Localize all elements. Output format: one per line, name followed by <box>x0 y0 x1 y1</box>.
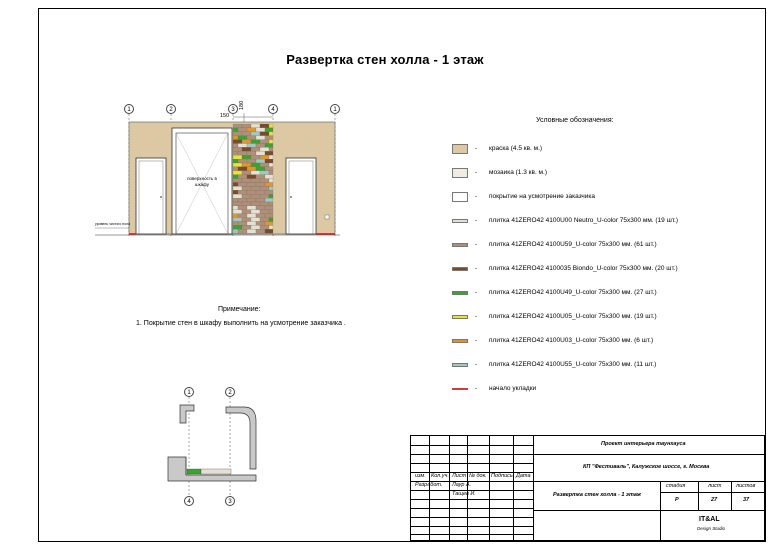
mosaic-tile <box>265 190 273 194</box>
mosaic-tile <box>256 167 265 171</box>
legend-swatch <box>452 168 468 178</box>
axis-marker: 1 <box>184 387 194 397</box>
legend-swatch <box>452 267 468 271</box>
mosaic-tile <box>265 144 273 148</box>
plan-graphics <box>160 395 270 500</box>
legend-dash: - <box>475 193 478 200</box>
mosaic-tile <box>233 159 238 163</box>
mosaic-tile <box>256 206 265 210</box>
col-izm: изм. <box>415 473 426 479</box>
mosaic-tile <box>242 210 251 214</box>
mosaic-tile <box>269 210 273 214</box>
mosaic-tile <box>233 140 242 144</box>
mosaic-tile <box>269 218 273 222</box>
legend-dash: - <box>475 217 478 224</box>
legend-dash: - <box>475 385 478 392</box>
mosaic-tile <box>233 194 242 198</box>
mosaic-tile <box>260 218 269 222</box>
mosaic-tile <box>233 147 242 151</box>
mosaic-tile <box>265 167 273 171</box>
mosaic-tile <box>247 159 256 163</box>
mosaic-tile <box>260 202 269 206</box>
mosaic-tile <box>242 225 251 229</box>
mosaic-tile <box>233 214 238 218</box>
legend-label: начало укладки <box>489 385 537 392</box>
mosaic-tile <box>233 128 238 132</box>
mosaic-tile <box>233 190 238 194</box>
mosaic-tile <box>238 159 247 163</box>
mosaic-tile <box>265 214 273 218</box>
mosaic-tile <box>247 175 256 179</box>
dimension-label: 180 <box>239 100 245 110</box>
axis-marker: 3 <box>228 104 238 114</box>
mosaic-tile <box>265 222 273 226</box>
mosaic-tile <box>260 186 269 190</box>
legend-dash: - <box>475 265 478 272</box>
mosaic-tile <box>238 175 247 179</box>
mosaic-tile <box>260 171 269 175</box>
mosaic-tile <box>242 147 251 151</box>
mosaic-tile <box>256 229 265 233</box>
legend-label: плитка 41ZERO42 4100U05_U-color 75х300 мм. (19 шт.) <box>489 313 657 320</box>
legend-dash: - <box>475 361 478 368</box>
mosaic-tile <box>251 186 260 190</box>
mosaic-tile <box>233 179 242 183</box>
stage-header: стадия <box>666 483 686 489</box>
legend-label: плитка 41ZERO42 4100U00 Neutro_U-color 75х300 мм. (19 шт.) <box>489 217 679 224</box>
mosaic-tile <box>269 124 273 128</box>
mosaic-tile <box>265 151 273 155</box>
mosaic-tile <box>269 163 273 167</box>
legend-dash: - <box>475 241 478 248</box>
mosaic-tile <box>269 225 273 229</box>
mosaic-tile <box>269 194 273 198</box>
legend-dash: - <box>475 289 478 296</box>
mosaic-tile <box>251 179 260 183</box>
mosaic-tile <box>242 179 251 183</box>
mosaic-tile <box>233 155 242 159</box>
mosaic-tile <box>265 183 273 187</box>
mosaic-tile <box>265 159 273 163</box>
mosaic-tile <box>269 186 273 190</box>
project-title: Проект интерьера таунхауса <box>601 441 686 447</box>
mosaic-tile <box>233 229 238 233</box>
legend-title: Условные обозначения: <box>536 117 614 124</box>
axis-marker: 4 <box>184 496 194 506</box>
mosaic-tile <box>265 128 273 132</box>
mosaic-tile <box>233 198 238 202</box>
axis-marker: 1 <box>124 104 134 114</box>
mosaic-tile <box>247 136 256 140</box>
mosaic-tile <box>251 171 260 175</box>
col-podp: Подпись <box>491 473 513 479</box>
sheets-total: 37 <box>743 497 750 503</box>
mosaic-tile <box>233 186 242 190</box>
mosaic-tile <box>242 171 251 175</box>
mosaic-tile <box>251 218 260 222</box>
dimension-label: 150 <box>220 113 230 119</box>
cabinet-label: поверхность в шкафу <box>187 176 217 187</box>
mosaic-tile <box>251 155 260 159</box>
mosaic-tile <box>247 144 256 148</box>
mosaic-tile <box>251 194 260 198</box>
axis-marker: 2 <box>166 104 176 114</box>
mosaic-tile <box>233 167 238 171</box>
col-data: Дата <box>516 473 531 479</box>
mosaic-tile <box>238 222 247 226</box>
mosaic-tile <box>238 183 247 187</box>
note-title: Примечание: <box>218 306 261 313</box>
mosaic-tile <box>238 229 247 233</box>
mosaic-tile <box>256 190 265 194</box>
legend-label: покрытие на усмотрение заказчика <box>489 193 596 200</box>
legend-swatch <box>452 384 468 390</box>
mosaic-tile <box>238 214 247 218</box>
col-ndok: № док. <box>469 473 487 479</box>
mosaic-tile <box>247 229 256 233</box>
mosaic-tile <box>256 198 265 202</box>
mosaic-tile <box>269 147 273 151</box>
project-address: КП "Фестиваль", Калужское шоссе, г. Москва <box>583 464 710 470</box>
col-list: Лист <box>452 473 467 479</box>
mosaic-tile <box>265 206 273 210</box>
legend-label: плитка 41ZERO42 4100U59_U-color 75х300 мм. (61 шт.) <box>489 241 657 248</box>
mosaic-tile <box>242 155 251 159</box>
legend-label: плитка 41ZERO42 4100035 Biondo_U-color 75х300 мм. (20 шт.) <box>489 265 678 272</box>
mosaic-tile <box>260 132 269 136</box>
legend-swatch <box>452 243 468 247</box>
mosaic-tile <box>233 202 242 206</box>
mosaic-tile <box>260 179 269 183</box>
mosaic-tile <box>260 194 269 198</box>
mosaic-tile <box>260 225 269 229</box>
floor-level-label: уровень чистого пола <box>95 222 131 226</box>
company-subtitle: Design Studio <box>697 526 726 531</box>
mosaic-tile <box>269 132 273 136</box>
mosaic-tile <box>233 183 238 187</box>
legend-label: плитка 41ZERO42 4100U49_U-color 75х300 мм. (27 шт.) <box>489 289 657 296</box>
mosaic-tile <box>242 124 251 128</box>
axis-marker: 4 <box>268 104 278 114</box>
mosaic-tile <box>233 175 238 179</box>
mosaic-tile <box>238 206 247 210</box>
mosaic-tile <box>233 151 238 155</box>
legend-swatch <box>452 192 468 202</box>
sheet-header: лист <box>708 483 722 489</box>
mosaic-tile <box>233 210 242 214</box>
mosaic-tile <box>233 225 242 229</box>
mosaic-tile <box>242 186 251 190</box>
mosaic-tile <box>238 151 247 155</box>
mosaic-tile <box>233 144 238 148</box>
mosaic-tile <box>256 144 265 148</box>
mosaic-tile <box>238 167 247 171</box>
mosaic-tile <box>242 194 251 198</box>
legend-swatch <box>452 291 468 295</box>
mosaic-tile <box>233 136 238 140</box>
mosaic-tile <box>247 206 256 210</box>
mosaic-tile <box>242 218 251 222</box>
developer-name: Лаур А. <box>452 482 472 488</box>
sheet-name: Развертка стен холла - 1 этаж <box>553 492 641 498</box>
legend-label: плитка 41ZERO42 4100U03_U-color 75х300 мм. (6 шт.) <box>489 337 654 344</box>
legend-label: краска (4.5 кв. м.) <box>489 145 543 152</box>
mosaic-tile <box>238 198 247 202</box>
mosaic-tile <box>265 136 273 140</box>
mosaic-tile <box>256 151 265 155</box>
legend-swatch <box>452 339 468 343</box>
legend-swatch <box>452 363 468 367</box>
sheets-header: листов <box>736 483 756 489</box>
mosaic-tile <box>251 202 260 206</box>
legend-swatch <box>452 144 468 154</box>
mosaic-tile <box>256 159 265 163</box>
legend-swatch <box>452 315 468 319</box>
note-text: 1. Покрытие стен в шкафу выполнить на усмотрение заказчика . <box>136 320 346 327</box>
mosaic-tile <box>260 147 269 151</box>
mosaic-tile <box>260 140 269 144</box>
mosaic-tile <box>251 140 260 144</box>
axis-marker: 3 <box>225 496 235 506</box>
developer-role: Разработ. <box>415 482 443 488</box>
mosaic-tile <box>238 144 247 148</box>
sheet-title: Развертка стен холла - 1 этаж <box>286 52 484 67</box>
stage-value: Р <box>675 497 679 503</box>
mosaic-tile <box>269 140 273 144</box>
mosaic-tile <box>242 140 251 144</box>
mosaic-tile <box>242 202 251 206</box>
mosaic-tile <box>256 128 265 132</box>
legend-label: плитка 41ZERO42 4100U55_U-color 75х300 мм. (11 шт.) <box>489 361 657 368</box>
legend-dash: - <box>475 145 478 152</box>
mosaic-tile <box>260 163 269 167</box>
legend-label: мозаика (1.3 кв. м.) <box>489 169 547 176</box>
mosaic-tile <box>256 183 265 187</box>
mosaic-tile <box>269 202 273 206</box>
mosaic-tile <box>251 124 260 128</box>
mosaic-tile <box>233 171 242 175</box>
mosaic-tile <box>247 151 256 155</box>
mosaic-tile <box>242 132 251 136</box>
mosaic-tile <box>251 210 260 214</box>
mosaic-tile <box>269 179 273 183</box>
mosaic-tile <box>247 214 256 218</box>
mosaic-tile <box>256 222 265 226</box>
mosaic-tile <box>265 229 273 233</box>
legend-swatch <box>452 219 468 223</box>
mosaic-tile <box>247 190 256 194</box>
mosaic-tile <box>247 183 256 187</box>
mosaic-tile <box>233 222 238 226</box>
mosaic-tile <box>251 225 260 229</box>
mosaic-tile <box>265 198 273 202</box>
title-block <box>410 435 765 541</box>
legend-dash: - <box>475 313 478 320</box>
mosaic-tile <box>256 136 265 140</box>
mosaic-tiles <box>233 124 273 233</box>
mosaic-tile <box>238 136 247 140</box>
mosaic-tile <box>256 175 265 179</box>
mosaic-tile <box>260 155 269 159</box>
mosaic-tile <box>233 218 242 222</box>
col-koluch: Кол.уч. <box>431 473 449 479</box>
mosaic-tile <box>247 222 256 226</box>
mosaic-tile <box>242 163 251 167</box>
mosaic-tile <box>269 155 273 159</box>
mosaic-tile <box>238 128 247 132</box>
legend-dash: - <box>475 337 478 344</box>
mosaic-tile <box>233 206 238 210</box>
mosaic-tile <box>247 128 256 132</box>
mosaic-tile <box>251 163 260 167</box>
checker-name: Тащев И. <box>452 491 476 497</box>
mosaic-tile <box>247 198 256 202</box>
legend-dash: - <box>475 169 478 176</box>
mosaic-tile <box>233 132 242 136</box>
company-name: IT&AL <box>699 516 720 523</box>
axis-marker: 1 <box>330 104 340 114</box>
mosaic-tile <box>238 190 247 194</box>
mosaic-tile <box>251 147 260 151</box>
mosaic-tile <box>265 175 273 179</box>
sheet-number: 27 <box>711 497 718 503</box>
mosaic-tile <box>233 163 242 167</box>
mosaic-tile <box>251 132 260 136</box>
mosaic-tile <box>260 210 269 214</box>
mosaic-tile <box>269 171 273 175</box>
mosaic-tile <box>260 124 269 128</box>
mosaic-tile <box>247 167 256 171</box>
mosaic-tile <box>256 214 265 218</box>
axis-marker: 2 <box>225 387 235 397</box>
mosaic-tile <box>233 124 242 128</box>
